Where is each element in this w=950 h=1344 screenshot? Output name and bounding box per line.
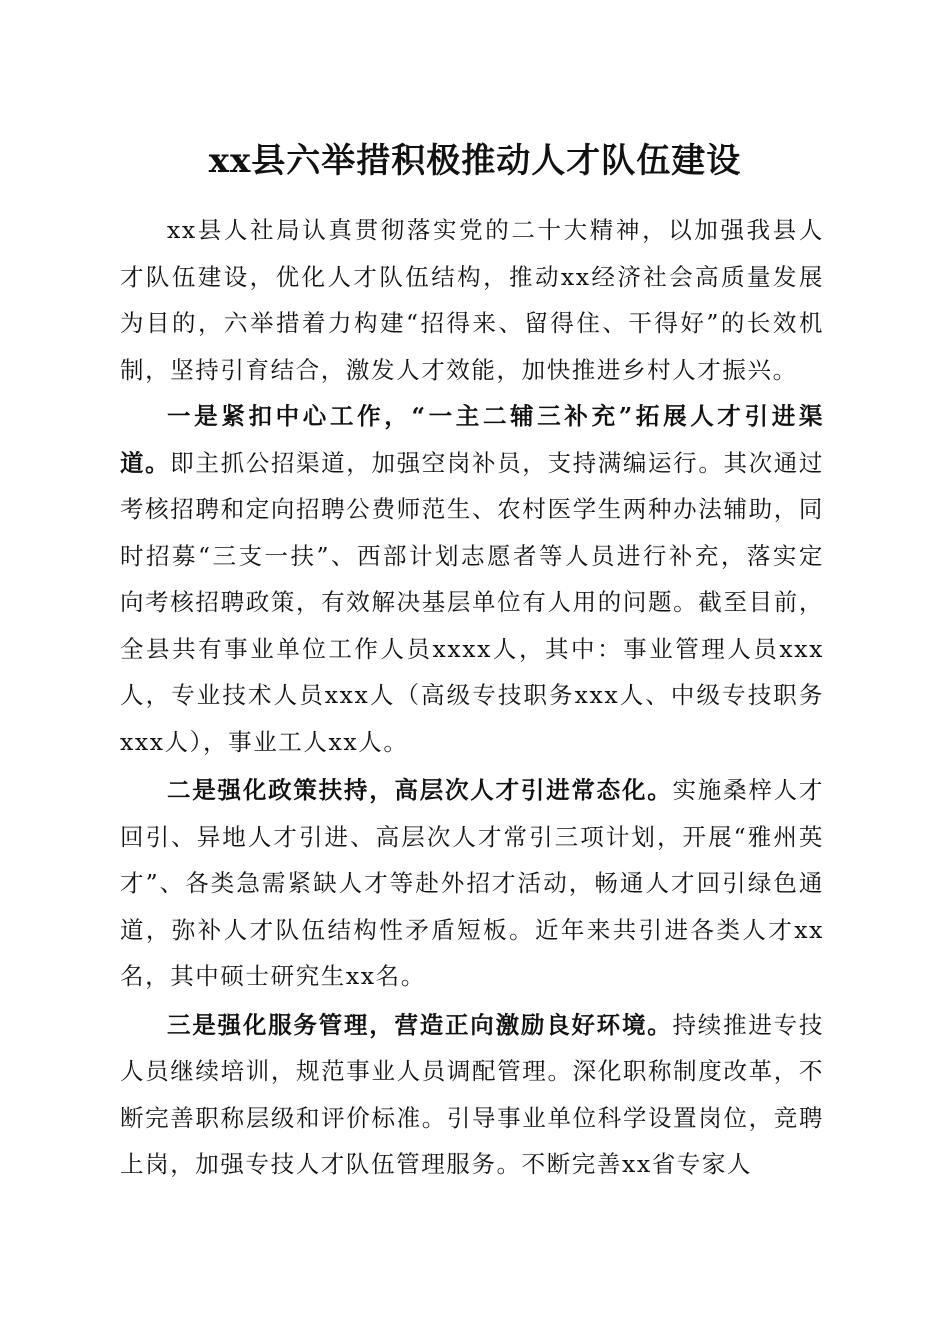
document-title: xx县六举措积极推动人才队伍建设: [208, 141, 742, 181]
paragraph-intro-text: xx县人社局认真贯彻落实党的二十大精神，以加强我县人才队伍建设，优化人才队伍结构，推动xx经济社会高质量发展为目的，六举措着力构建“招得来、留得住、干得好”的长效机制，坚持引育结合，激发人才效能，加快推进乡村人才振兴。: [120, 216, 824, 384]
paragraph-measure-3: [120, 1002, 824, 1188]
document-body: [120, 207, 824, 1188]
paragraph-measure-1-text: 即主抓公招渠道，加强空岗补员，支持满编运行。其次通过考核招聘和定向招聘公费师范生、农村医学生两种办法辅助，同时招募“三支一扶”、西部计划志愿者等人员进行补充，落实定向考核招聘政策，有效解决基层单位有人用的问题。截至目前，全县共有事业单位工作人员xxxx人，其中：事业管理人员xxx人，专业技术人员xxx人（高级专技职务xxx人、中级专技职务xxx人），事业工人xx人。: [120, 448, 824, 756]
paragraph-measure-1: [120, 393, 824, 765]
paragraph-measure-3-lead: 三是强化服务管理，营造正向激励良好环境。: [167, 1010, 673, 1039]
paragraph-measure-2-text: 实施桑梓人才回引、异地人才引进、高层次人才常引三项计划，开展“雅州英才”、各类急需紧缺人才等赴外招才活动，畅通人才回引绿色通道，弥补人才队伍结构性矛盾短板。近年来共引进各类人才xx名，其中硕士研究生xx名。: [120, 776, 824, 990]
paragraph-measure-1-lead: 一是紧扣中心工作，“一主二辅三补充”拓展人才引进渠道。: [120, 402, 824, 477]
paragraph-measure-2: [120, 767, 824, 1000]
paragraph-intro: [120, 207, 824, 393]
paragraph-measure-3-text: 持续推进专技人员继续培训，规范事业人员调配管理。深化职称制度改革，不断完善职称层级和评价标准。引导事业单位科学设置岗位，竞聘上岗，加强专技人才队伍管理服务。不断完善xx省专家人: [120, 1010, 824, 1178]
paragraph-measure-2-lead: 二是强化政策扶持，高层次人才引进常态化。: [167, 776, 673, 804]
